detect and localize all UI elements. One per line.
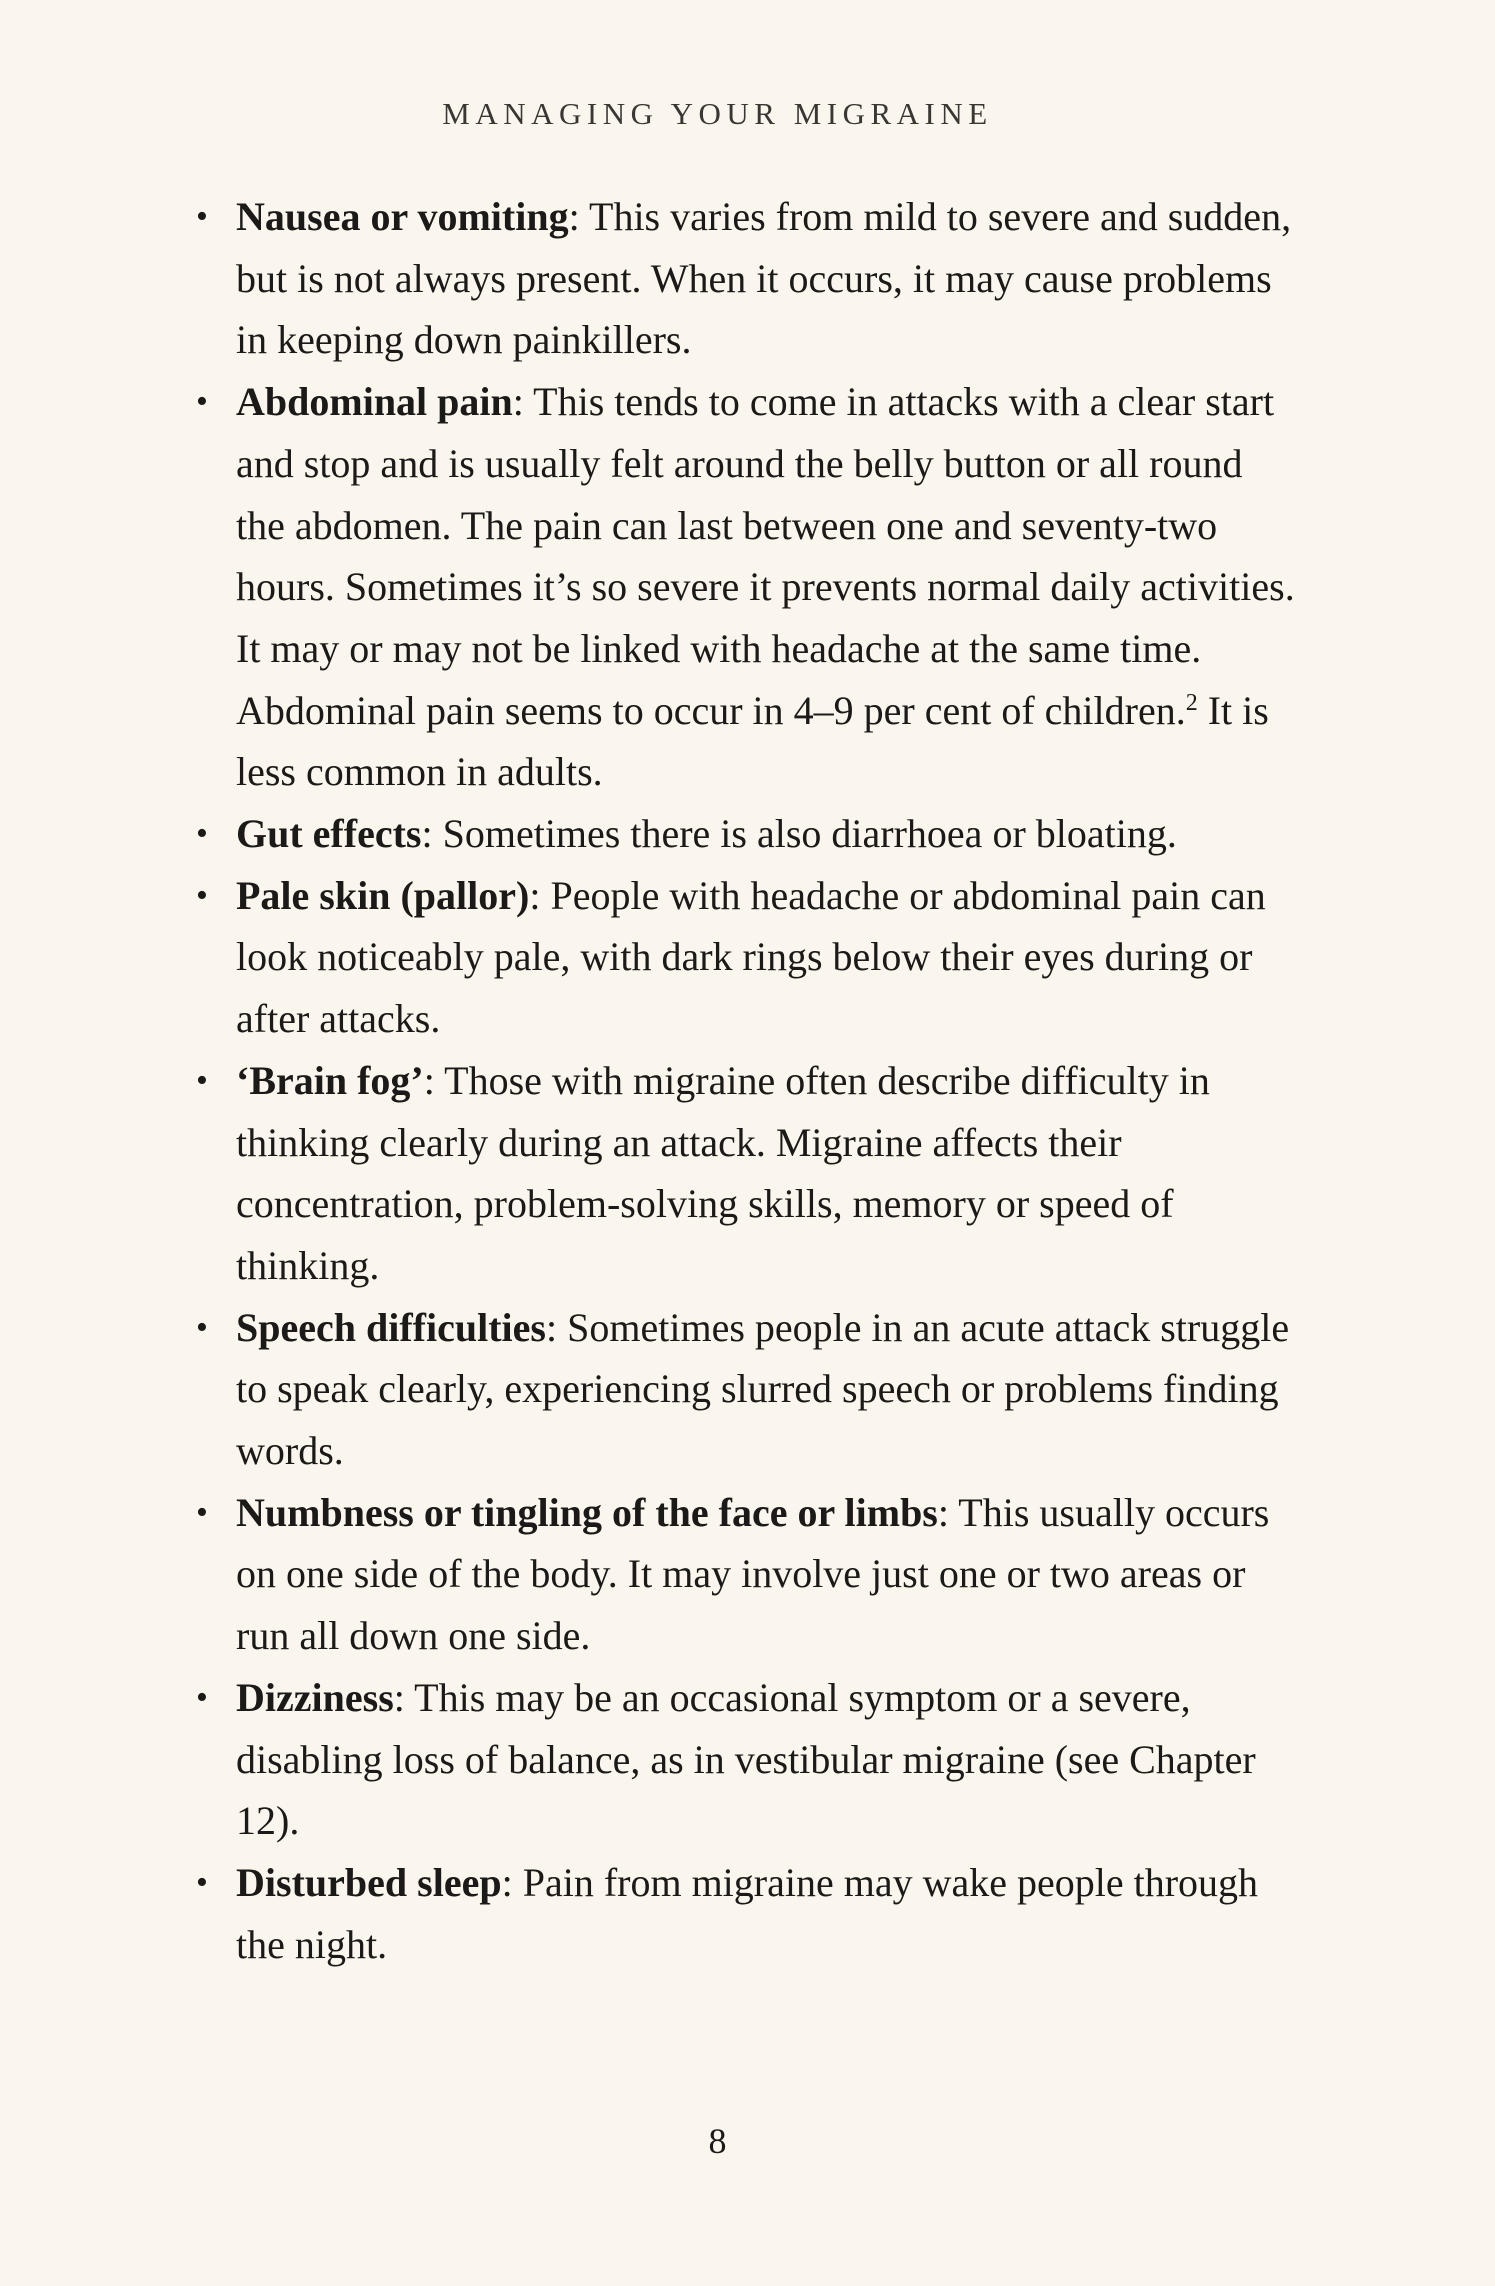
item-term: Speech difficulties: [236, 1304, 546, 1350]
item-separator: :: [529, 872, 541, 918]
symptom-list: [196, 186, 1296, 1975]
item-text: Sometimes there is also diarrhoea or bloating.: [432, 811, 1177, 857]
running-head: MANAGING YOUR MIGRAINE: [442, 96, 993, 131]
item-text: This tends to come in attacks with a clear start and stop and is usually felt around the belly button or all round the abdomen. The pain can last between one and seventy-two hours. Sometimes it’s so severe it prevents normal daily activities. It may or may not be linked with headache at the same time. Abdominal pain seems to occur in 4–9 per cent of children.: [236, 379, 1295, 733]
item-term: Dizziness: [236, 1674, 394, 1720]
bullet-icon: •: [196, 1308, 208, 1346]
footnote-marker: 2: [1185, 689, 1198, 716]
bullet-icon: •: [196, 815, 208, 853]
bullet-icon: •: [196, 1493, 208, 1531]
item-text: This may be an occasional symptom or a severe, disabling loss of balance, as in vestibular migraine (see Chapter 12).: [236, 1674, 1256, 1844]
item-separator: :: [393, 1674, 405, 1720]
item-term: Disturbed sleep: [236, 1859, 502, 1905]
item-term: Gut effects: [236, 811, 422, 857]
list-item: [196, 371, 1296, 803]
list-item: [196, 1050, 1296, 1297]
bullet-icon: •: [196, 876, 208, 914]
bullet-icon: •: [196, 1863, 208, 1901]
item-text: Sometimes people in an acute attack struggle to speak clearly, experiencing slurred speech or problems finding words.: [236, 1304, 1290, 1474]
item-separator: :: [501, 1859, 513, 1905]
item-separator: :: [512, 379, 524, 425]
item-separator: :: [568, 194, 580, 239]
list-item: [196, 1297, 1296, 1482]
bullet-icon: •: [196, 1678, 208, 1716]
item-separator: :: [421, 811, 433, 857]
list-item: [196, 186, 1296, 371]
page-number: 8: [708, 2121, 727, 2161]
list-item: [196, 1482, 1296, 1667]
item-term: Nausea or vomiting: [236, 194, 569, 239]
item-separator: :: [545, 1304, 558, 1350]
item-term: ‘Brain fog’: [236, 1057, 424, 1103]
bullet-icon: •: [196, 383, 208, 421]
item-separator: :: [423, 1057, 435, 1103]
item-text: This usually occurs on one side of the body. It may involve just one or two areas or run all down one side.: [236, 1489, 1270, 1659]
item-text: People with headache or abdominal pain can look noticeably pale, with dark rings below their eyes during or after attacks.: [236, 872, 1266, 1042]
bullet-icon: •: [196, 1061, 208, 1099]
item-separator: :: [937, 1489, 949, 1535]
item-term: Pale skin (pallor): [236, 872, 530, 918]
bullet-icon: •: [196, 198, 208, 235]
list-item: [196, 1667, 1296, 1852]
item-text: Pain from migraine may wake people through the night.: [236, 1859, 1259, 1967]
list-item: [196, 1852, 1296, 1975]
item-text: Those with migraine often describe difficulty in thinking clearly during an attack. Migraine affects their concentration, problem-solving skills, memory or speed of thinking.: [236, 1057, 1210, 1288]
item-term: Abdominal pain: [236, 379, 513, 425]
item-text: This varies from mild to severe and sudden, but is not always present. When it occurs, it may cause problems in keeping down painkillers.: [236, 194, 1292, 363]
list-item: [196, 865, 1296, 1050]
list-item: [196, 803, 1296, 865]
item-term: Numbness or tingling of the face or limbs: [236, 1489, 938, 1535]
item-text-continued: It is less common in adults.: [236, 687, 1269, 795]
